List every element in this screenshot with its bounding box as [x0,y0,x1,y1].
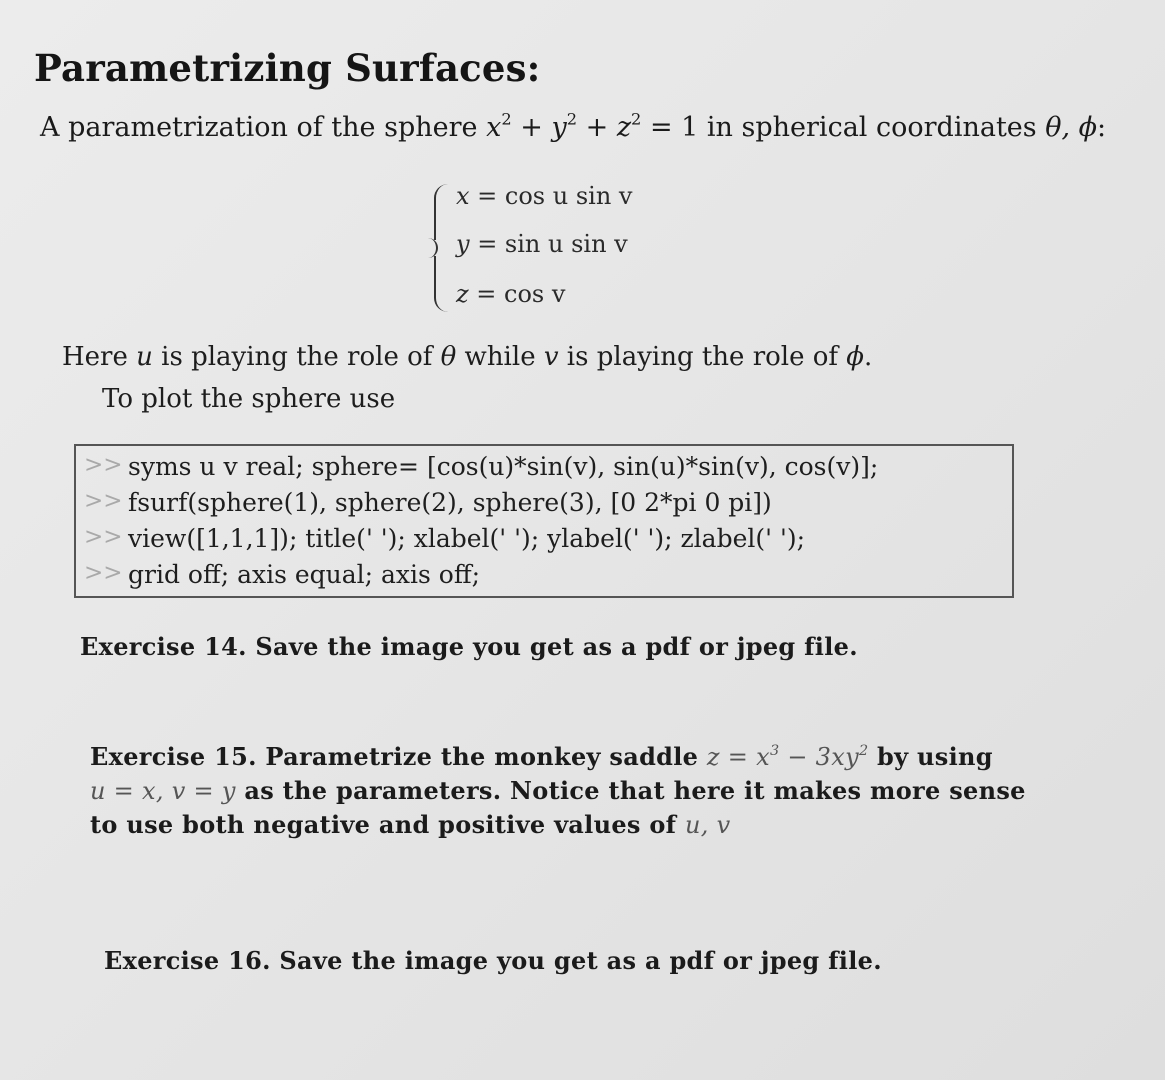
intro-exp-x: 2 [501,109,512,129]
prompt-2: >> [84,488,123,514]
intro-suffix: : [1097,112,1107,143]
eq-z-rhs: = cos v [468,280,566,308]
code-line-3-text: view([1,1,1]); title(' '); xlabel(' '); ylabel(' '); zlabel(' '); [128,524,805,553]
prompt-3: >> [84,524,123,550]
eq-x-lhs: x [456,182,470,210]
code-line-2-text: fsurf(sphere(1), sphere(2), sphere(3), [0 2*pi 0 pi]) [128,488,772,517]
exercise-14: Exercise 14. Save the image you get as a pdf or jpeg file. [80,632,858,661]
code-line-4 [84,560,481,589]
plot-instruction: To plot the sphere use [102,384,396,414]
ex15-text-2: by using [868,742,993,771]
prompt-1: >> [84,452,123,478]
ex15-math-4: u, v [684,811,731,839]
here-v: v [543,342,559,372]
ex15-cube: 3 [769,742,780,759]
page-title: Parametrizing Surfaces: [34,46,541,90]
intro-equals-one: = 1 [641,112,699,143]
role-explanation [62,342,872,372]
equation-x [456,182,632,210]
here-p2: is playing the role of [152,342,441,372]
brace-bottom [434,256,450,312]
ex15-text-4: to use both negative and positive values of [90,810,685,839]
equation-y [456,230,628,258]
intro-prefix: A parametrization of the sphere [40,112,487,143]
intro-middle: in spherical coordinates [698,112,1046,143]
here-p3: while [456,342,544,372]
intro-y: y [551,112,567,143]
code-line-1 [84,452,879,481]
brace-top [434,184,450,240]
eq-y-lhs: y [456,230,470,258]
ex15-text-1: Exercise 15. Parametrize the monkey saddle [90,742,707,771]
code-block [74,444,1014,598]
equation-z [456,280,565,308]
intro-coords: θ, ϕ [1045,112,1098,143]
here-p5: . [864,342,873,372]
code-line-4-text: grid off; axis equal; axis off; [128,560,481,589]
brace-mid [428,238,438,258]
intro-text [40,109,1107,143]
ex15-square: 2 [858,742,869,759]
intro-z: z [616,112,632,143]
ex15-math-1: z = x [706,743,770,771]
ex15-math-3: u = x, v = y [90,777,236,805]
ex15-text-3: as the parameters. Notice that here it makes more sense [235,776,1026,805]
eq-z-lhs: z [456,280,469,308]
eq-y-rhs: = sin u sin v [469,230,628,258]
intro-x: x [486,112,502,143]
ex15-math-2: − 3xy [779,743,859,771]
here-theta: θ [440,342,457,372]
intro-plus-2: + [577,112,617,143]
exercise-16: Exercise 16. Save the image you get as a pdf or jpeg file. [104,946,882,975]
here-u: u [136,342,153,372]
exercise-15-line-1 [90,742,993,771]
eq-x-rhs: = cos u sin v [469,182,633,210]
here-p1: Here [62,342,137,372]
prompt-4: >> [84,560,123,586]
here-p4: is playing the role of [558,342,847,372]
intro-exp-y: 2 [566,109,578,129]
parametrization-system [428,180,688,320]
here-phi: ϕ [846,342,865,372]
intro-exp-z: 2 [631,109,642,129]
code-line-2 [84,488,772,517]
exercise-15-line-3 [90,810,730,839]
code-line-3 [84,524,805,553]
intro-plus-1: + [511,112,552,143]
exercise-15-line-2 [90,776,1026,805]
code-line-1-text: syms u v real; sphere= [cos(u)*sin(v), sin(u)*sin(v), cos(v)]; [128,452,879,481]
